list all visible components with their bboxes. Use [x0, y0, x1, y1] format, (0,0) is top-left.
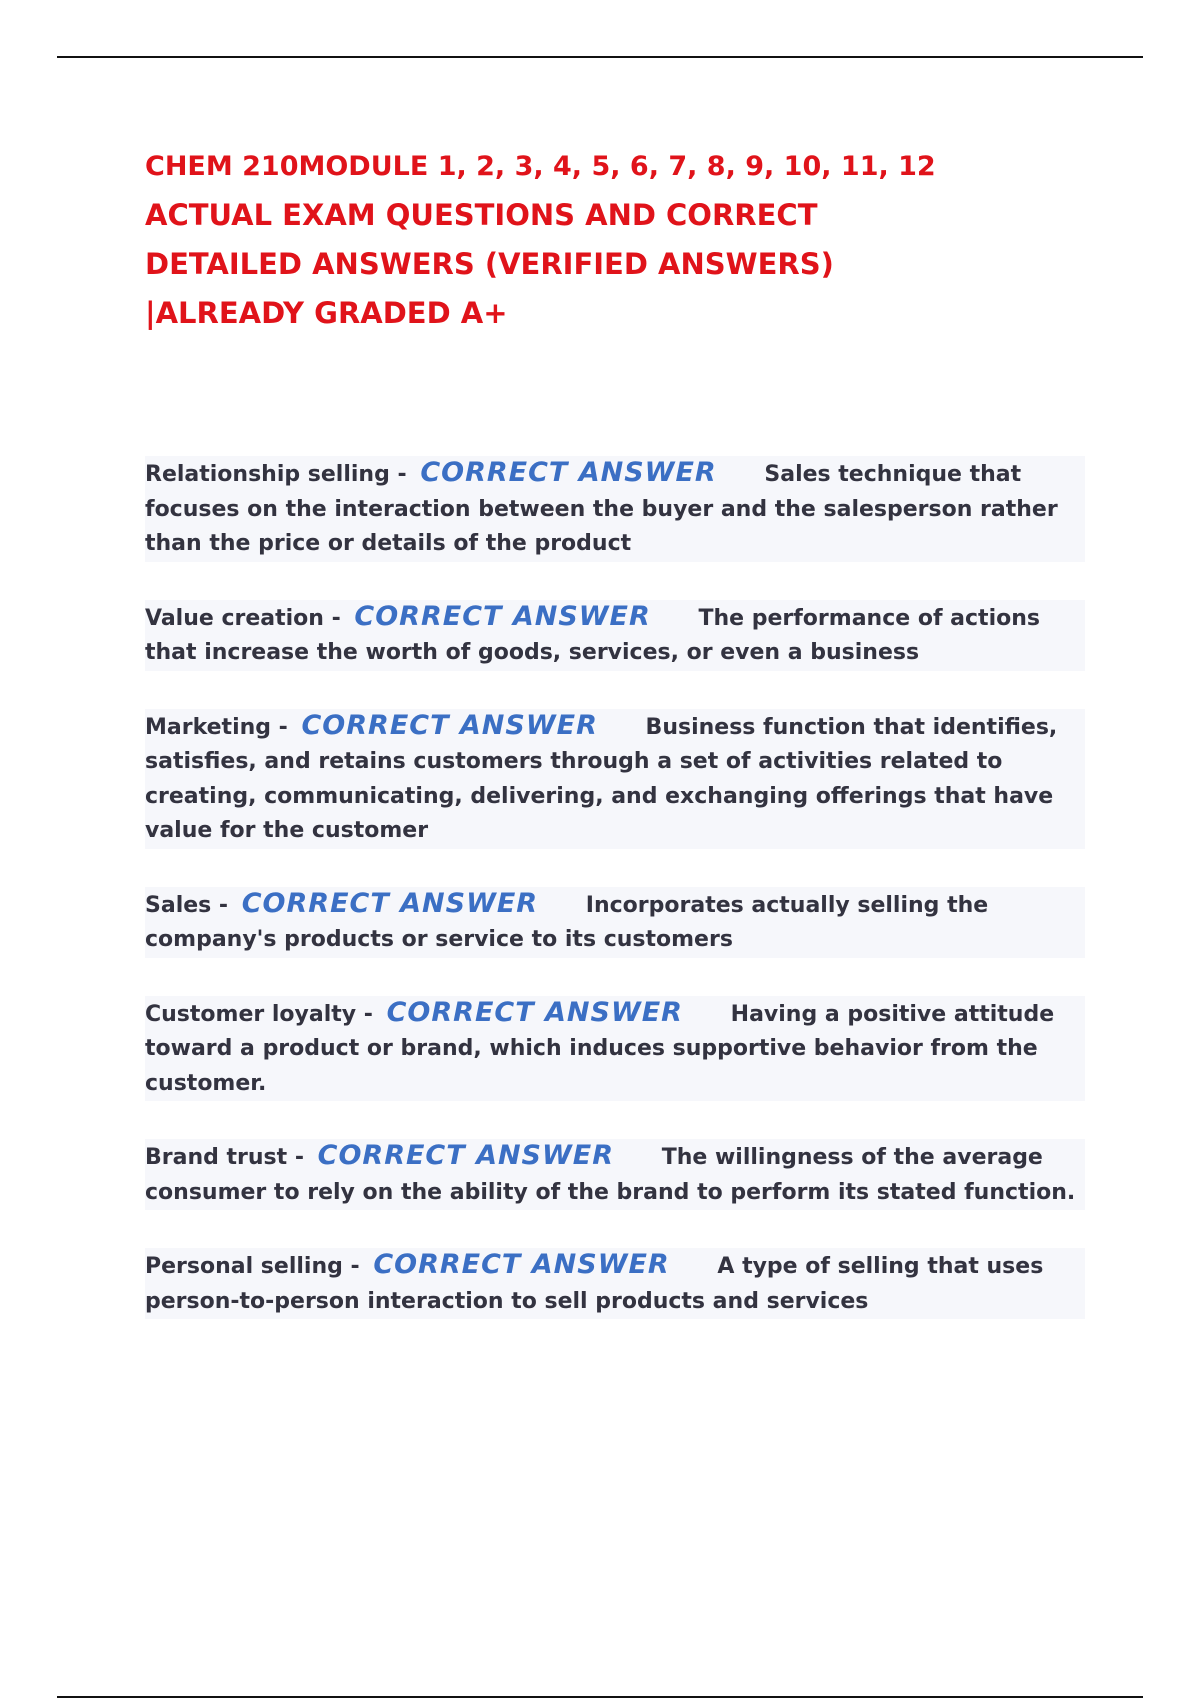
correct-answer-tag: CORRECT ANSWER — [241, 887, 539, 919]
qa-entry-marketing — [145, 709, 1085, 849]
title-line-2: ACTUAL EXAM QUESTIONS AND CORRECT — [145, 198, 818, 232]
entry-term: Brand trust - — [145, 1145, 304, 1170]
entry-term: Marketing - — [145, 714, 288, 740]
entry-term: Personal selling - — [145, 1254, 360, 1279]
correct-answer-tag: CORRECT ANSWER — [317, 1140, 615, 1171]
qa-entry-relationship-selling — [145, 456, 1085, 562]
title-line-4: |ALREADY GRADED A+ — [145, 296, 508, 330]
top-rule — [57, 56, 1143, 58]
entry-definition: The performance of actions that increase the worth of goods, services, or even a business — [145, 605, 1040, 665]
entry-definition: The willingness of the average consumer to rely on the ability of the brand to perform its stated function. — [145, 1145, 1076, 1205]
entry-definition: Business function that identifies, satisfies, and retains customers through a set of activities related to creating, communicating, delivering, and exchanging offerings that have value for the customer — [145, 714, 1058, 843]
entry-definition: Sales technique that focuses on the interaction between the buyer and the salesperson rather than the price or details of the product — [145, 462, 1058, 556]
correct-answer-tag: CORRECT ANSWER — [301, 709, 598, 741]
bottom-rule — [57, 1696, 1143, 1698]
qa-entry-brand-trust — [145, 1139, 1085, 1210]
qa-entry-personal-selling — [145, 1248, 1085, 1319]
entry-term: Value creation - — [145, 605, 341, 631]
qa-list — [145, 456, 1085, 1319]
title-line-1: CHEM 210MODULE 1, 2, 3, 4, 5, 6, 7, 8, 9, 10, 11, 12 — [145, 151, 936, 182]
entry-definition: A type of selling that uses person-to-person interaction to sell products and services — [145, 1254, 1044, 1314]
entry-definition: Incorporates actually selling the company's products or service to its customers — [145, 892, 989, 952]
entry-term: Customer loyalty - — [145, 1001, 373, 1027]
qa-entry-sales — [145, 887, 1085, 958]
qa-entry-value-creation — [145, 600, 1085, 671]
entry-term: Sales - — [145, 892, 229, 918]
correct-answer-tag: CORRECT ANSWER — [354, 600, 651, 632]
correct-answer-tag: CORRECT ANSWER — [373, 1249, 670, 1280]
entry-definition: Having a positive attitude toward a product or brand, which induces supportive behavior from the customer. — [145, 1001, 1055, 1096]
document-title — [145, 142, 945, 338]
correct-answer-tag: CORRECT ANSWER — [420, 457, 717, 488]
title-line-3: DETAILED ANSWERS (VERIFIED ANSWERS) — [145, 247, 834, 281]
qa-entry-customer-loyalty — [145, 996, 1085, 1102]
correct-answer-tag: CORRECT ANSWER — [386, 996, 683, 1028]
entry-term: Relationship selling - — [145, 462, 407, 487]
